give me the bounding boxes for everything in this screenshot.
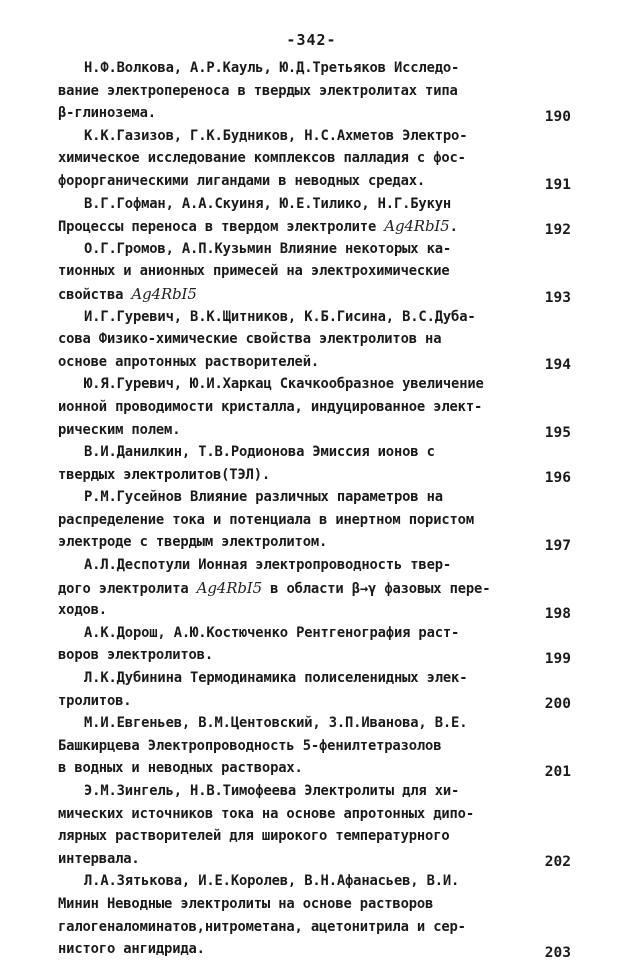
entry-line: М.И.Евгеньев, В.М.Центовский, З.П.Иванова, В.Е. (84, 715, 468, 732)
entry-line: галогеналоминатов,нитрометана, ацетонитрила и сер- (58, 918, 466, 935)
entry-page-number: 202 (544, 854, 571, 871)
entry-line: ионной проводимости кристалла, индуцированное элект- (58, 398, 483, 415)
entry-line: Л.К.Дубинина Термодинамика полиселенидных элек- (84, 670, 468, 687)
entry (0, 780, 623, 870)
entry-list (0, 57, 623, 961)
entry-line: интервала. (58, 850, 140, 867)
entry-line: свойства Ag4RbI5 (58, 284, 197, 303)
entry-line: дого электролита Ag4RbI5 в области β→γ фазовых пере- (58, 578, 491, 597)
entry-page-number: 192 (544, 221, 571, 238)
entry-line: К.К.Газизов, Г.К.Будников, Н.С.Ахметов Электро- (84, 127, 468, 144)
entry (0, 306, 623, 374)
entry-line: сова Физико-химические свойства электролитов на (58, 331, 442, 348)
entry-line: Р.М.Гусейнов Влияние различных параметров на (84, 489, 443, 506)
entry-page-number: 197 (544, 538, 571, 555)
entry-line: О.Г.Громов, А.П.Кузьмин Влияние некоторых ка- (84, 240, 452, 257)
entry-line: И.Г.Гуревич, В.К.Щитников, К.Б.Гисина, В.С.Дуба- (84, 308, 476, 325)
entry-line: тролитов. (58, 692, 132, 709)
entry-line: Башкирцева Электропроводность 5-фенилтетразолов (58, 737, 442, 754)
entry-line: воров электролитов. (58, 647, 213, 664)
entry-line: В.Г.Гофман, А.А.Скуиня, Ю.Е.Тилико, Н.Г.Букун (84, 195, 452, 212)
entry-line: химическое исследование комплексов палладия с фос- (58, 150, 466, 167)
entry-page-number: 203 (544, 944, 571, 961)
entry (0, 622, 623, 667)
entry (0, 125, 623, 193)
entry-line: Н.Ф.Волкова, А.Р.Кауль, Ю.Д.Третьяков Исследо- (84, 60, 460, 76)
entry-line: форорганическими лигандами в неводных средах. (58, 172, 426, 189)
handwritten-formula: Ag4RbI5 (196, 578, 262, 597)
entry-page-number: 199 (544, 651, 571, 668)
entry-line: лярных растворителей для широкого температурного (58, 828, 450, 845)
entry-line: твердых электролитов(ТЭЛ). (58, 466, 271, 483)
entry (0, 441, 623, 486)
entry-line: А.Л.Деспотули Ионная электропроводность твер- (84, 557, 452, 574)
handwritten-formula: Ag4RbI5 (384, 217, 450, 236)
entry-line: мических источников тока на основе апротонных дипо- (58, 805, 474, 822)
entry-page-number: 200 (544, 696, 571, 713)
entry (0, 870, 623, 960)
entry (0, 486, 623, 554)
entry-line: β-глинозема. (58, 105, 156, 122)
entry-line: распределение тока и потенциала в инертном пористом (58, 511, 474, 528)
entry-page-number: 195 (544, 425, 571, 442)
entry (0, 554, 623, 622)
entry-line: А.К.Дорош, А.Ю.Костюченко Рентгенография раст- (84, 624, 460, 641)
entry (0, 373, 623, 441)
entry-page-number: 194 (544, 357, 571, 374)
entry (0, 712, 623, 780)
entry-line: в водных и неводных растворах. (58, 760, 303, 777)
handwritten-formula: Ag4RbI5 (131, 284, 197, 303)
entry-page-number: 190 (544, 108, 571, 125)
entry (0, 667, 623, 712)
entry (0, 193, 623, 238)
entry-line: Э.М.Зингель, Н.В.Тимофеева Электролиты для хи- (84, 783, 460, 799)
entry-line: основе апротонных растворителей. (58, 353, 320, 370)
entry-line: ходов. (58, 602, 107, 619)
entry-line: Процессы переноса в твердом электролите Ag4RbI5. (58, 217, 458, 236)
entry-page-number: 201 (544, 764, 571, 780)
entry-line: нистого ангидрида. (58, 941, 205, 958)
entry-line: Л.А.Зятькова, И.Е.Королев, В.Н.Афанасьев, В.И. (84, 873, 460, 890)
entry (0, 57, 623, 125)
entry-line: Ю.Я.Гуревич, Ю.И.Харкац Скачкообразное увеличение (84, 376, 484, 393)
entry-page-number: 191 (544, 176, 571, 193)
entry-page-number: 198 (544, 605, 571, 622)
entry-line: тионных и анионных примесей на электрохимические (58, 263, 450, 280)
entry (0, 238, 623, 306)
entry-line: В.И.Данилкин, Т.В.Родионова Эмиссия ионов с (84, 444, 435, 461)
entry-line: электроде с твердым электролитом. (58, 534, 328, 551)
entry-line: Минин Неводные электролиты на основе растворов (58, 895, 434, 912)
entry-line: рическим полем. (58, 421, 181, 438)
entry-page-number: 193 (544, 289, 571, 306)
entry-page-number: 196 (544, 470, 571, 487)
page-number: -342- (286, 31, 337, 49)
entry-line: вание электропереноса в твердых электролитах типа (58, 82, 458, 99)
